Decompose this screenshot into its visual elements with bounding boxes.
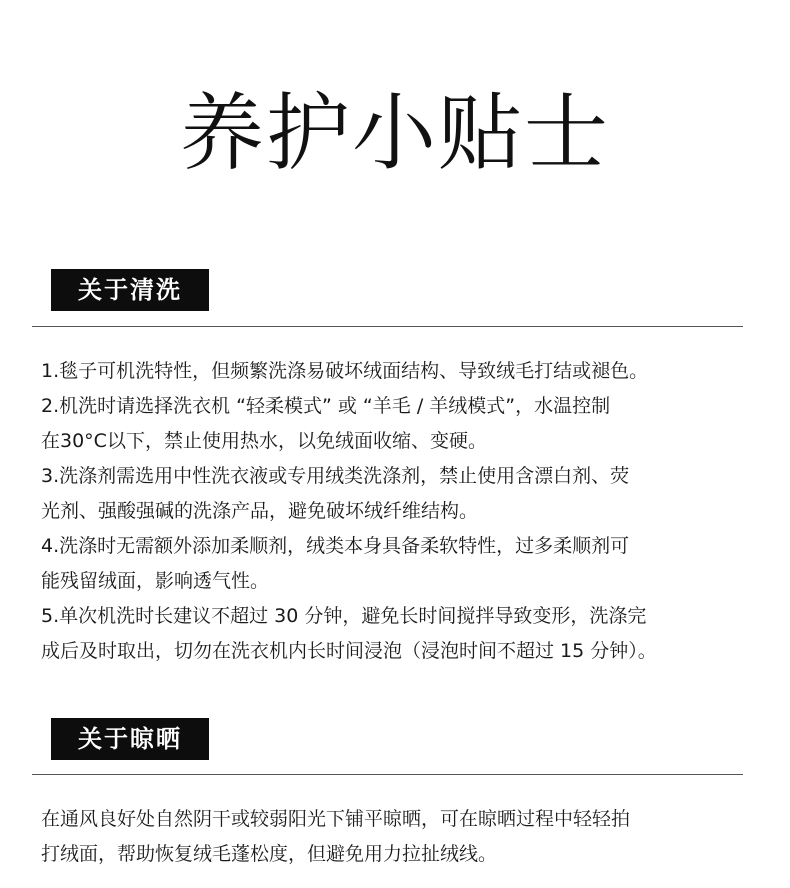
text-line: 在30°C以下，禁止使用热水，以免绒面收缩、变硬。: [41, 430, 487, 452]
text-line: 2.机洗时请选择洗衣机 “轻柔模式” 或 “羊毛 / 羊绒模式”，水温控制: [41, 395, 611, 417]
page-title: 养护小贴士: [179, 84, 610, 182]
section-label-drying: 关于晾晒: [51, 718, 209, 760]
text-line: 1.毯子可机洗特性，但频繁洗涤易破坏绒面结构、导致绒毛打结或褪色。: [41, 360, 649, 382]
text-line: 能残留绒面，影响透气性。: [41, 570, 270, 592]
text-line: 在通风良好处自然阴干或较弱阳光下铺平晾晒，可在晾晒过程中轻轻拍: [41, 808, 631, 830]
drying-instructions: [41, 802, 761, 872]
divider-drying: [32, 774, 743, 775]
text-line: 光剂、强酸强碱的洗涤产品，避免破坏绒纤维结构。: [41, 500, 479, 522]
divider-washing: [32, 326, 743, 327]
text-line: 5.单次机洗时长建议不超过 30 分钟，避免长时间搅拌导致变形，洗涤完: [41, 605, 647, 627]
text-line: 成后及时取出，切勿在洗衣机内长时间浸泡（浸泡时间不超过 15 分钟）。: [41, 640, 657, 662]
text-line: 3.洗涤剂需选用中性洗衣液或专用绒类洗涤剂，禁止使用含漂白剂、荧: [41, 465, 630, 487]
section-label-washing: 关于清洗: [51, 269, 209, 311]
washing-instructions: [41, 354, 761, 669]
text-line: 4.洗涤时无需额外添加柔顺剂，绒类本身具备柔软特性，过多柔顺剂可: [41, 535, 630, 557]
text-line: 打绒面，帮助恢复绒毛蓬松度，但避免用力拉扯绒线。: [41, 843, 498, 865]
